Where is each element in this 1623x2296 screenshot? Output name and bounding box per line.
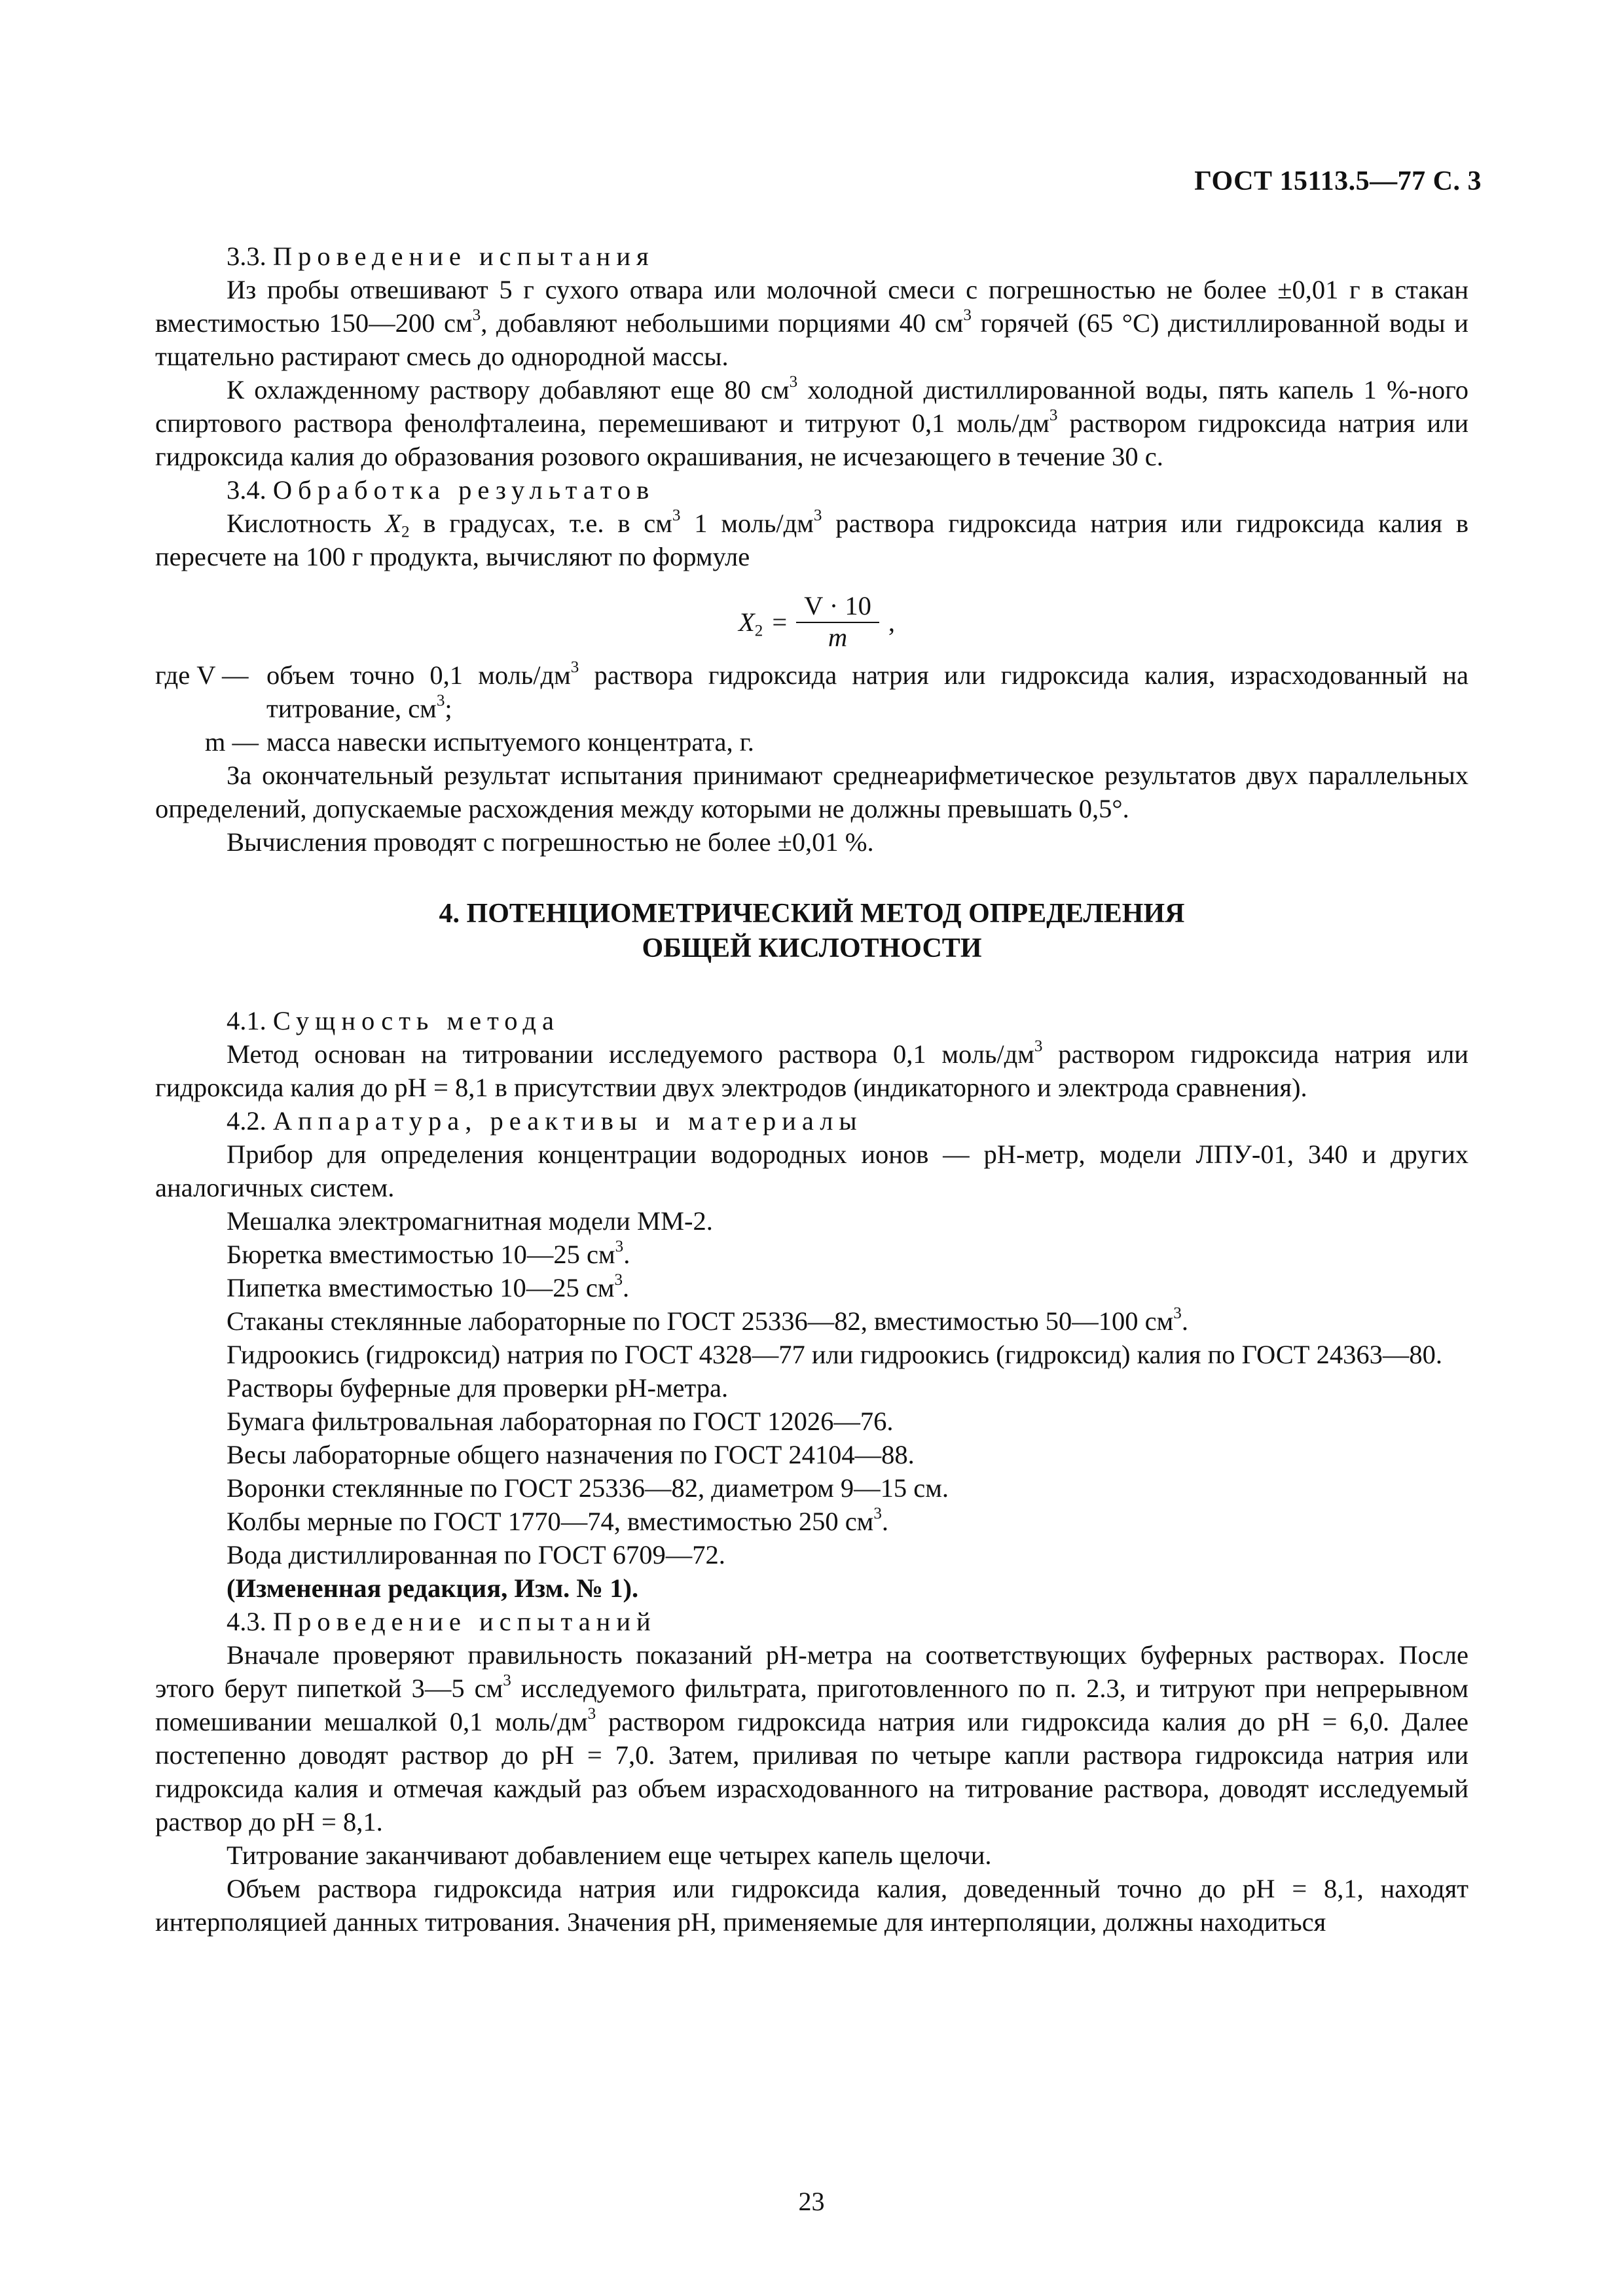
subscript: 2 — [754, 622, 763, 640]
superscript: 3 — [472, 306, 481, 324]
formula — [155, 573, 1468, 658]
section-number: 3.4. — [227, 475, 266, 505]
text-run: исследуемого фильтрата, приготовленного по п. 2.3, и титруют при непрерывном помешивании мешалкой 0,1 моль/дм — [155, 1674, 1468, 1736]
paragraph — [155, 1037, 1468, 1104]
text-run: . — [623, 1240, 630, 1269]
text-run: Бюретка вместимостью 10—25 см — [227, 1240, 615, 1269]
list-item: Гидроокись (гидроксид) натрия по ГОСТ 4328—77 или гидроокись (гидроксид) калия по ГОСТ 24363—80. — [227, 1340, 1443, 1369]
section-3-4-heading — [155, 473, 1468, 507]
chapter-heading — [155, 897, 1468, 966]
definition-v — [155, 658, 1468, 725]
text-run: Пипетка вместимостью 10—25 см — [227, 1273, 615, 1302]
list-item: Растворы буферные для проверки рН-метра. — [227, 1373, 729, 1403]
definition-text: масса навески испытуемого концентрата, г. — [266, 727, 754, 757]
section-4-3-heading — [155, 1605, 1468, 1638]
fraction-denominator: m — [828, 622, 848, 652]
variable: X — [385, 509, 401, 538]
text-run: К охлажденному раствору добавляют еще 80 см — [227, 375, 790, 404]
text-run: холодной дистиллированной воды, пять капель 1 %-ного спиртового раствора фенолфталеина, перемешивают и титруют 0,1 моль/дм — [155, 375, 1468, 438]
paragraph — [155, 373, 1468, 473]
formula-comma: , — [888, 607, 896, 637]
text-run: Вначале проверяют правильность показаний рН-метра на соответствующих буферных растворах. После этого берут пипеткой 3—5 см — [155, 1640, 1468, 1703]
section-title: Обработка результатов — [272, 475, 655, 505]
text-run: . — [881, 1507, 889, 1536]
text-run: Кислотность — [227, 509, 386, 538]
text-run: . — [623, 1273, 630, 1302]
paragraph — [155, 1638, 1468, 1839]
paragraph — [155, 273, 1468, 373]
chapter-heading-line-1: 4. ПОТЕНЦИОМЕТРИЧЕСКИЙ МЕТОД ОПРЕДЕЛЕНИЯ — [439, 899, 1185, 929]
formula-lhs — [739, 605, 763, 639]
text-run: раствора гидроксида натрия или гидроксида калия, израсходованный на титрование, см — [266, 660, 1468, 723]
list-item: Воронки стеклянные по ГОСТ 25336—82, диаметром 9—15 см. — [227, 1473, 949, 1503]
superscript: 3 — [789, 372, 798, 391]
document-body — [155, 240, 1468, 1939]
definition-symbol: m — — [204, 727, 259, 757]
superscript: 3 — [615, 1237, 624, 1255]
superscript: 3 — [503, 1671, 511, 1689]
text-run: Из пробы отвешивают 5 г сухого отвара или молочной смеси с погрешностью не более ±0,01 г в стакан вместимостью 150—200 см — [155, 275, 1468, 338]
amendment-note: (Измененная редакция, Изм. № 1). — [227, 1573, 639, 1603]
paragraph — [155, 507, 1468, 573]
superscript: 3 — [672, 506, 681, 524]
section-3-3-heading — [155, 240, 1468, 273]
paragraph: За окончательный результат испытания принимают среднеарифметическое результатов двух параллельных определений, допускаемые расхождения между которыми не должны превышать 0,5°. — [155, 761, 1468, 823]
paragraph: Титрование заканчивают добавлением еще четырех капель щелочи. — [227, 1840, 992, 1870]
page-number: 23 — [798, 2187, 825, 2216]
section-title: Проведение испытаний — [272, 1607, 657, 1636]
formula-equals: = — [772, 607, 788, 637]
subscript: 2 — [401, 523, 410, 541]
chapter-heading-line-2: ОБЩЕЙ КИСЛОТНОСТИ — [642, 933, 982, 963]
section-number: 4.1. — [227, 1006, 266, 1035]
list-item: Прибор для определения концентрации водородных ионов — рН-метр, модели ЛПУ-01, 340 и других аналогичных систем. — [155, 1139, 1468, 1202]
text-run: раствором гидроксида натрия или гидроксида калия до образования розового окрашивания, не исчезающего в течение 30 с. — [155, 408, 1468, 471]
list-item: Вода дистиллированная по ГОСТ 6709—72. — [227, 1540, 725, 1570]
variable: X — [739, 607, 755, 637]
text-run: раствора гидроксида натрия или гидроксида калия в пересчете на 100 г продукта, вычисляют по формуле — [155, 509, 1468, 571]
superscript: 3 — [570, 658, 579, 676]
list-item: Весы лабораторные общего назначения по ГОСТ 24104—88. — [227, 1440, 915, 1469]
superscript: 3 — [436, 691, 445, 709]
fraction-numerator: V · 10 — [796, 592, 879, 623]
section-number: 3.3. — [227, 242, 266, 271]
list-item — [155, 1505, 1468, 1538]
section-4-2-heading — [155, 1104, 1468, 1138]
text-run: Стаканы стеклянные лабораторные по ГОСТ 25336—82, вместимостью 50—100 см — [227, 1306, 1174, 1336]
superscript: 3 — [1034, 1037, 1043, 1055]
definition-text — [266, 658, 1468, 725]
list-item — [155, 1271, 1468, 1304]
superscript: 3 — [813, 506, 822, 524]
superscript: 3 — [963, 306, 972, 324]
superscript: 3 — [587, 1704, 596, 1723]
text-run: в градусах, т.е. в см — [409, 509, 672, 538]
list-item: Бумага фильтровальная лабораторная по ГОСТ 12026—76. — [227, 1407, 894, 1436]
definition-m — [155, 725, 1468, 759]
text-run: Колбы мерные по ГОСТ 1770—74, вместимостью 250 см — [227, 1507, 874, 1536]
page-header: ГОСТ 15113.5—77 С. 3 — [1194, 166, 1482, 196]
section-4-1-heading — [155, 1004, 1468, 1037]
superscript: 3 — [614, 1270, 623, 1289]
superscript: 3 — [1173, 1304, 1182, 1322]
definition-symbol: где V — — [155, 660, 249, 690]
fraction — [796, 592, 879, 652]
section-title: Сущность метода — [272, 1006, 560, 1035]
paragraph: Объем раствора гидроксида натрия или гидроксида калия, доведенный точно до рН = 8,1, находят интерполяцией данных титрования. Значения рН, применяемые для интерполяции, должны находиться — [155, 1874, 1468, 1937]
text-run: Метод основан на титровании исследуемого раствора 0,1 моль/дм — [227, 1039, 1034, 1069]
list-item — [155, 1304, 1468, 1338]
superscript: 3 — [1049, 406, 1058, 424]
text-run: горячей (65 °С) дистиллированной воды и тщательно растирают смесь до однородной массы. — [155, 308, 1468, 371]
text-run: раствором гидроксида натрия или гидроксида калия до рН = 8,1 в присутствии двух электродов (индикаторного и электрода сравнения). — [155, 1039, 1468, 1102]
section-title: Проведение испытания — [272, 242, 655, 271]
section-title: Аппаратура, реактивы и материалы — [272, 1106, 863, 1136]
text-run: 1 моль/дм — [680, 509, 814, 538]
text-run: объем точно 0,1 моль/дм — [266, 660, 571, 690]
list-item — [155, 1238, 1468, 1271]
list-item: Мешалка электромагнитная модели ММ-2. — [227, 1206, 713, 1236]
superscript: 3 — [873, 1504, 882, 1522]
text-run: раствором гидроксида натрия или гидроксида калия до рН = 6,0. Далее постепенно доводят раствор до рН = 7,0. Затем, приливая по четыре капли раствора гидроксида натрия или гидроксида калия и отмечая каждый раз объем израсходованного на титрование раствора, доводят исследуемый раствор до рН = 8,1. — [155, 1707, 1468, 1837]
text-run: ; — [445, 694, 452, 723]
text-run: , добавляют небольшими порциями 40 см — [481, 308, 964, 338]
text-run: . — [1181, 1306, 1188, 1336]
section-number: 4.2. — [227, 1106, 266, 1136]
section-number: 4.3. — [227, 1607, 266, 1636]
paragraph: Вычисления проводят с погрешностью не более ±0,01 %. — [227, 827, 874, 857]
